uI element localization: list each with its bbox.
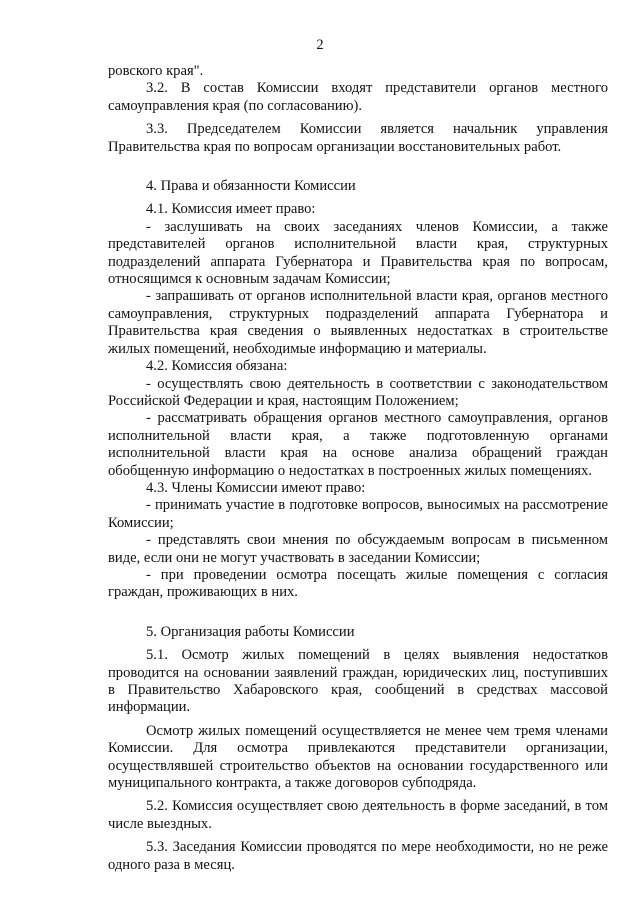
paragraph: 5.3. Заседания Комиссии проводятся по мере необходимости, но не реже одного раза в месяц. — [108, 839, 608, 873]
paragraph: 5.1. Осмотр жилых помещений в целях выявления недостатков проводится на основании заявлений граждан, юридических лиц, поступивших в Правительство Хабаровского края, сообщений в средствах массовой информации. — [108, 647, 608, 716]
paragraph: 5.2. Комиссия осуществляет свою деятельность в форме заседаний, в том числе выездных. — [108, 798, 608, 832]
paragraph: 3.2. В состав Комиссии входят представители органов местного самоуправления края (по согласованию). — [108, 80, 608, 114]
paragraph: 4.1. Комиссия имеет право: — [146, 201, 316, 218]
paragraph: 3.3. Председателем Комиссии является начальник управления Правительства края по вопросам организации восстановительных работ. — [108, 121, 608, 155]
section-heading: 4. Права и обязанности Комиссии — [146, 178, 356, 195]
document-body — [108, 63, 608, 874]
paragraph: ровского края". — [108, 63, 204, 79]
section-heading: 5. Организация работы Комиссии — [146, 623, 355, 640]
paragraph: - представлять свои мнения по обсуждаемым вопросам в письменном виде, если они не могут участвовать в заседании Комиссии; — [108, 532, 608, 566]
paragraph: - рассматривать обращения органов местного самоуправления, органов исполнительной власти края, а также подготовленную органами исполнительной власти края на основе анализа обращений граждан обобщенную информацию о недостатках в построенных жилых помещениях. — [108, 410, 608, 479]
paragraph: - при проведении осмотра посещать жилые помещения с согласия граждан, проживающих в них. — [108, 566, 608, 601]
paragraph: - запрашивать от органов исполнительной власти края, органов местного самоуправления, структурных подразделений аппарата Губернатора и Правительства края сведения о выявленных недостатках в строительстве жилых помещений, необходимые информацию и материалы. — [108, 288, 608, 357]
paragraph: 4.2. Комиссия обязана: — [146, 358, 288, 375]
paragraph: - заслушивать на своих заседаниях членов Комиссии, а также представителей органов исполнительной власти края, структурных подразделений аппарата Губернатора и Правительства края по вопросам, относящимся к основным задачам Комиссии; — [108, 218, 608, 288]
page-number: 2 — [316, 37, 324, 53]
paragraph: - принимать участие в подготовке вопросов, выносимых на рассмотрение Комиссии; — [108, 497, 608, 531]
paragraph: Осмотр жилых помещений осуществляется не менее чем тремя членами Комиссии. Для осмотра привлекаются представители организации, осуществлявшей строительство объектов на основании государственного или муниципального контракта, а также договоров субподряда. — [108, 722, 608, 792]
paragraph: - осуществлять свою деятельность в соответствии с законодательством Российской Федерации и края, настоящим Положением; — [108, 375, 608, 409]
paragraph: 4.3. Члены Комиссии имеют право: — [146, 479, 366, 496]
